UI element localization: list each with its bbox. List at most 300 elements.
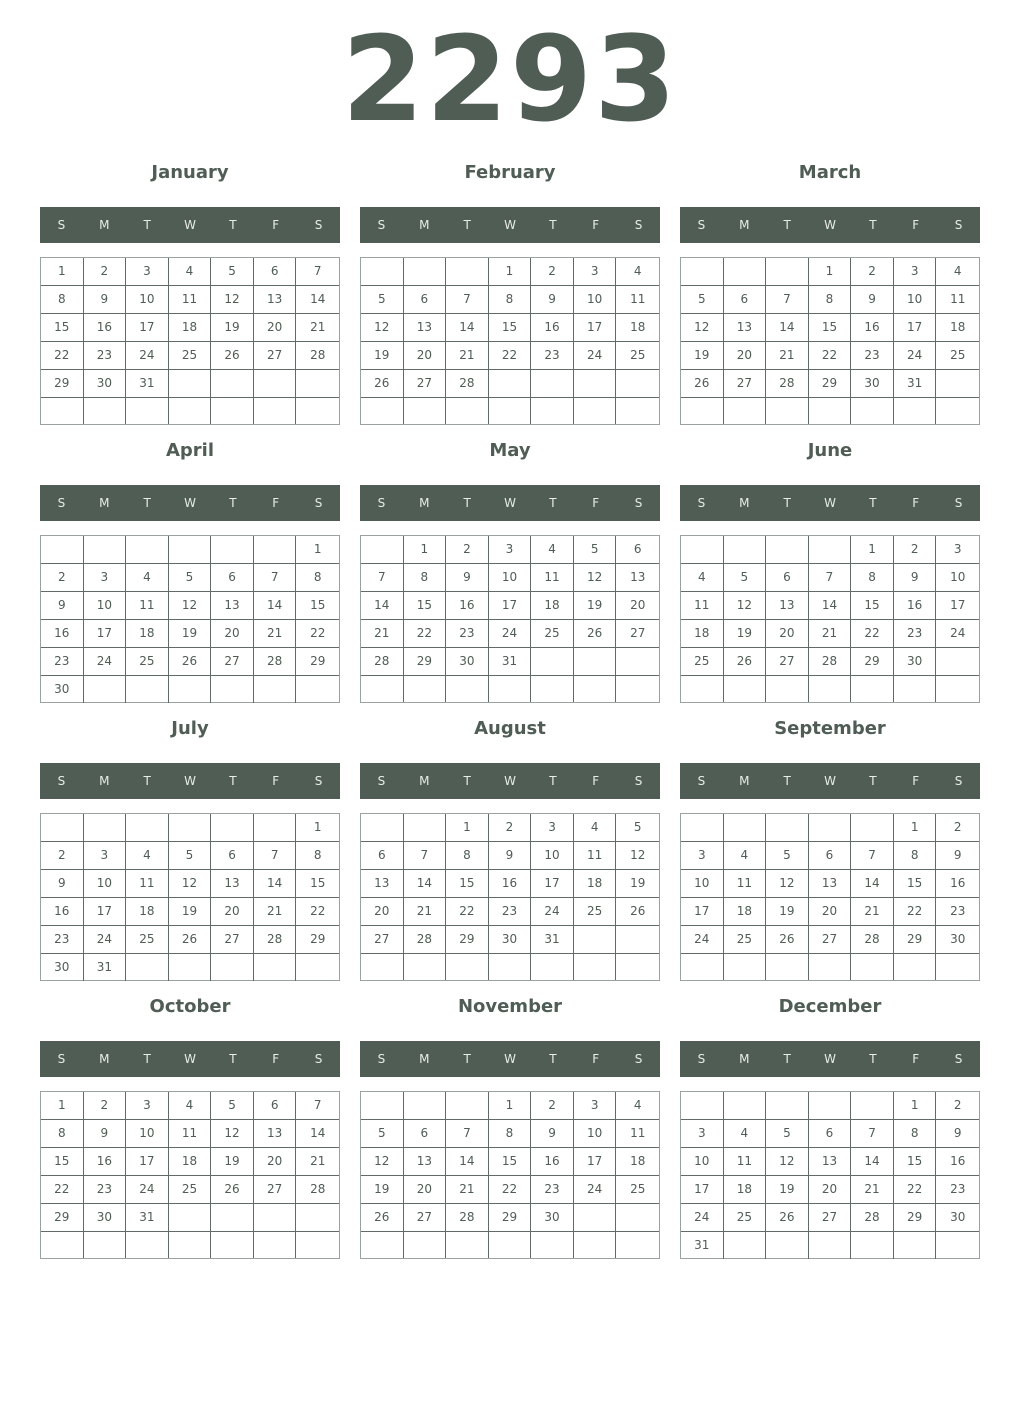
day-cell[interactable]: 16 xyxy=(851,314,894,342)
day-cell[interactable]: 30 xyxy=(531,1204,574,1232)
day-cell[interactable]: 27 xyxy=(404,1204,447,1232)
day-cell[interactable]: 15 xyxy=(446,870,489,898)
day-cell[interactable]: 3 xyxy=(936,536,979,564)
day-cell[interactable]: 29 xyxy=(41,1204,84,1232)
day-cell[interactable]: 24 xyxy=(936,620,979,648)
day-cell[interactable]: 14 xyxy=(851,870,894,898)
day-cell[interactable]: 20 xyxy=(404,342,447,370)
day-cell[interactable]: 4 xyxy=(126,842,169,870)
day-cell[interactable]: 31 xyxy=(489,648,532,676)
day-cell[interactable]: 19 xyxy=(211,314,254,342)
day-cell[interactable]: 18 xyxy=(169,314,212,342)
day-cell[interactable]: 28 xyxy=(361,648,404,676)
day-cell[interactable]: 2 xyxy=(84,258,127,286)
day-cell[interactable]: 22 xyxy=(894,1176,937,1204)
day-cell[interactable]: 8 xyxy=(851,564,894,592)
day-cell[interactable]: 19 xyxy=(766,898,809,926)
day-cell[interactable]: 18 xyxy=(681,620,724,648)
day-cell[interactable]: 22 xyxy=(41,1176,84,1204)
day-cell[interactable]: 7 xyxy=(809,564,852,592)
day-cell[interactable]: 2 xyxy=(489,814,532,842)
day-cell[interactable]: 29 xyxy=(851,648,894,676)
day-cell[interactable]: 18 xyxy=(574,870,617,898)
day-cell[interactable]: 31 xyxy=(126,1204,169,1232)
day-cell[interactable]: 9 xyxy=(446,564,489,592)
day-cell[interactable]: 29 xyxy=(809,370,852,398)
day-cell[interactable]: 16 xyxy=(84,314,127,342)
day-cell[interactable]: 21 xyxy=(254,620,297,648)
day-cell[interactable]: 28 xyxy=(254,648,297,676)
day-cell[interactable]: 3 xyxy=(574,258,617,286)
day-cell[interactable]: 11 xyxy=(126,870,169,898)
day-cell[interactable]: 6 xyxy=(809,1120,852,1148)
day-cell[interactable]: 13 xyxy=(254,1120,297,1148)
day-cell[interactable]: 30 xyxy=(936,926,979,954)
day-cell[interactable]: 6 xyxy=(211,564,254,592)
day-cell[interactable]: 23 xyxy=(894,620,937,648)
day-cell[interactable]: 15 xyxy=(296,870,339,898)
day-cell[interactable]: 24 xyxy=(894,342,937,370)
day-cell[interactable]: 25 xyxy=(169,342,212,370)
day-cell[interactable]: 19 xyxy=(361,342,404,370)
day-cell[interactable]: 2 xyxy=(41,564,84,592)
day-cell[interactable]: 19 xyxy=(681,342,724,370)
day-cell[interactable]: 18 xyxy=(169,1148,212,1176)
day-cell[interactable]: 27 xyxy=(254,342,297,370)
day-cell[interactable]: 5 xyxy=(211,1092,254,1120)
day-cell[interactable]: 21 xyxy=(296,314,339,342)
day-cell[interactable]: 12 xyxy=(361,314,404,342)
day-cell[interactable]: 15 xyxy=(809,314,852,342)
day-cell[interactable]: 5 xyxy=(766,1120,809,1148)
day-cell[interactable]: 18 xyxy=(126,620,169,648)
day-cell[interactable]: 24 xyxy=(126,1176,169,1204)
day-cell[interactable]: 17 xyxy=(531,870,574,898)
day-cell[interactable]: 30 xyxy=(84,1204,127,1232)
day-cell[interactable]: 17 xyxy=(681,1176,724,1204)
day-cell[interactable]: 26 xyxy=(766,1204,809,1232)
day-cell[interactable]: 27 xyxy=(361,926,404,954)
day-cell[interactable]: 26 xyxy=(681,370,724,398)
day-cell[interactable]: 15 xyxy=(851,592,894,620)
day-cell[interactable]: 29 xyxy=(489,1204,532,1232)
day-cell[interactable]: 28 xyxy=(809,648,852,676)
day-cell[interactable]: 24 xyxy=(84,926,127,954)
day-cell[interactable]: 7 xyxy=(254,842,297,870)
day-cell[interactable]: 9 xyxy=(41,870,84,898)
day-cell[interactable]: 25 xyxy=(169,1176,212,1204)
day-cell[interactable]: 21 xyxy=(766,342,809,370)
day-cell[interactable]: 16 xyxy=(41,898,84,926)
day-cell[interactable]: 1 xyxy=(809,258,852,286)
day-cell[interactable]: 9 xyxy=(41,592,84,620)
day-cell[interactable]: 7 xyxy=(404,842,447,870)
day-cell[interactable]: 16 xyxy=(936,1148,979,1176)
day-cell[interactable]: 14 xyxy=(446,314,489,342)
day-cell[interactable]: 28 xyxy=(296,342,339,370)
day-cell[interactable]: 6 xyxy=(254,258,297,286)
day-cell[interactable]: 12 xyxy=(361,1148,404,1176)
day-cell[interactable]: 12 xyxy=(766,1148,809,1176)
day-cell[interactable]: 20 xyxy=(254,314,297,342)
day-cell[interactable]: 26 xyxy=(766,926,809,954)
day-cell[interactable]: 28 xyxy=(851,1204,894,1232)
day-cell[interactable]: 12 xyxy=(169,592,212,620)
day-cell[interactable]: 28 xyxy=(296,1176,339,1204)
day-cell[interactable]: 22 xyxy=(296,620,339,648)
day-cell[interactable]: 26 xyxy=(361,1204,404,1232)
day-cell[interactable]: 17 xyxy=(574,1148,617,1176)
day-cell[interactable]: 5 xyxy=(361,286,404,314)
day-cell[interactable]: 21 xyxy=(809,620,852,648)
day-cell[interactable]: 10 xyxy=(84,870,127,898)
day-cell[interactable]: 22 xyxy=(851,620,894,648)
day-cell[interactable]: 5 xyxy=(724,564,767,592)
day-cell[interactable]: 29 xyxy=(296,926,339,954)
day-cell[interactable]: 8 xyxy=(894,1120,937,1148)
day-cell[interactable]: 21 xyxy=(361,620,404,648)
day-cell[interactable]: 2 xyxy=(531,258,574,286)
day-cell[interactable]: 18 xyxy=(724,1176,767,1204)
day-cell[interactable]: 21 xyxy=(851,898,894,926)
day-cell[interactable]: 16 xyxy=(489,870,532,898)
day-cell[interactable]: 28 xyxy=(446,1204,489,1232)
day-cell[interactable]: 6 xyxy=(616,536,659,564)
day-cell[interactable]: 31 xyxy=(531,926,574,954)
day-cell[interactable]: 10 xyxy=(126,286,169,314)
day-cell[interactable]: 19 xyxy=(169,898,212,926)
day-cell[interactable]: 30 xyxy=(41,676,84,703)
day-cell[interactable]: 1 xyxy=(894,814,937,842)
day-cell[interactable]: 14 xyxy=(296,286,339,314)
day-cell[interactable]: 11 xyxy=(574,842,617,870)
day-cell[interactable]: 12 xyxy=(211,286,254,314)
day-cell[interactable]: 9 xyxy=(531,1120,574,1148)
day-cell[interactable]: 4 xyxy=(531,536,574,564)
day-cell[interactable]: 24 xyxy=(126,342,169,370)
day-cell[interactable]: 15 xyxy=(489,314,532,342)
day-cell[interactable]: 6 xyxy=(809,842,852,870)
day-cell[interactable]: 1 xyxy=(41,258,84,286)
day-cell[interactable]: 17 xyxy=(126,314,169,342)
day-cell[interactable]: 3 xyxy=(84,842,127,870)
day-cell[interactable]: 6 xyxy=(211,842,254,870)
day-cell[interactable]: 11 xyxy=(936,286,979,314)
day-cell[interactable]: 23 xyxy=(936,1176,979,1204)
day-cell[interactable]: 29 xyxy=(894,1204,937,1232)
day-cell[interactable]: 21 xyxy=(446,342,489,370)
day-cell[interactable]: 10 xyxy=(84,592,127,620)
day-cell[interactable]: 20 xyxy=(724,342,767,370)
day-cell[interactable]: 11 xyxy=(724,1148,767,1176)
day-cell[interactable]: 17 xyxy=(574,314,617,342)
day-cell[interactable]: 19 xyxy=(361,1176,404,1204)
day-cell[interactable]: 1 xyxy=(296,536,339,564)
day-cell[interactable]: 23 xyxy=(936,898,979,926)
day-cell[interactable]: 26 xyxy=(724,648,767,676)
day-cell[interactable]: 7 xyxy=(361,564,404,592)
day-cell[interactable]: 10 xyxy=(574,286,617,314)
day-cell[interactable]: 7 xyxy=(254,564,297,592)
day-cell[interactable]: 18 xyxy=(616,1148,659,1176)
day-cell[interactable]: 21 xyxy=(296,1148,339,1176)
day-cell[interactable]: 15 xyxy=(41,1148,84,1176)
day-cell[interactable]: 8 xyxy=(809,286,852,314)
day-cell[interactable]: 25 xyxy=(574,898,617,926)
day-cell[interactable]: 19 xyxy=(616,870,659,898)
day-cell[interactable]: 24 xyxy=(531,898,574,926)
day-cell[interactable]: 2 xyxy=(936,1092,979,1120)
day-cell[interactable]: 11 xyxy=(681,592,724,620)
day-cell[interactable]: 8 xyxy=(489,286,532,314)
day-cell[interactable]: 16 xyxy=(41,620,84,648)
day-cell[interactable]: 10 xyxy=(681,1148,724,1176)
day-cell[interactable]: 4 xyxy=(126,564,169,592)
day-cell[interactable]: 8 xyxy=(404,564,447,592)
day-cell[interactable]: 5 xyxy=(681,286,724,314)
day-cell[interactable]: 14 xyxy=(296,1120,339,1148)
day-cell[interactable]: 13 xyxy=(809,1148,852,1176)
day-cell[interactable]: 22 xyxy=(489,342,532,370)
day-cell[interactable]: 6 xyxy=(254,1092,297,1120)
day-cell[interactable]: 29 xyxy=(296,648,339,676)
day-cell[interactable]: 26 xyxy=(211,342,254,370)
day-cell[interactable]: 13 xyxy=(404,314,447,342)
day-cell[interactable]: 2 xyxy=(936,814,979,842)
day-cell[interactable]: 24 xyxy=(681,926,724,954)
day-cell[interactable]: 11 xyxy=(724,870,767,898)
day-cell[interactable]: 16 xyxy=(894,592,937,620)
day-cell[interactable]: 23 xyxy=(41,926,84,954)
day-cell[interactable]: 9 xyxy=(936,842,979,870)
day-cell[interactable]: 5 xyxy=(574,536,617,564)
day-cell[interactable]: 10 xyxy=(894,286,937,314)
day-cell[interactable]: 19 xyxy=(169,620,212,648)
day-cell[interactable]: 25 xyxy=(616,342,659,370)
day-cell[interactable]: 13 xyxy=(211,870,254,898)
day-cell[interactable]: 15 xyxy=(489,1148,532,1176)
day-cell[interactable]: 20 xyxy=(809,898,852,926)
day-cell[interactable]: 25 xyxy=(936,342,979,370)
day-cell[interactable]: 18 xyxy=(724,898,767,926)
day-cell[interactable]: 15 xyxy=(404,592,447,620)
day-cell[interactable]: 7 xyxy=(446,286,489,314)
day-cell[interactable]: 5 xyxy=(169,842,212,870)
day-cell[interactable]: 25 xyxy=(724,1204,767,1232)
day-cell[interactable]: 20 xyxy=(211,898,254,926)
day-cell[interactable]: 2 xyxy=(446,536,489,564)
day-cell[interactable]: 27 xyxy=(211,648,254,676)
day-cell[interactable]: 27 xyxy=(809,1204,852,1232)
day-cell[interactable]: 22 xyxy=(489,1176,532,1204)
day-cell[interactable]: 12 xyxy=(169,870,212,898)
day-cell[interactable]: 23 xyxy=(851,342,894,370)
day-cell[interactable]: 27 xyxy=(766,648,809,676)
day-cell[interactable]: 25 xyxy=(126,648,169,676)
day-cell[interactable]: 22 xyxy=(41,342,84,370)
day-cell[interactable]: 11 xyxy=(616,286,659,314)
day-cell[interactable]: 30 xyxy=(446,648,489,676)
day-cell[interactable]: 4 xyxy=(724,842,767,870)
day-cell[interactable]: 14 xyxy=(254,592,297,620)
day-cell[interactable]: 11 xyxy=(169,1120,212,1148)
day-cell[interactable]: 7 xyxy=(766,286,809,314)
day-cell[interactable]: 3 xyxy=(126,258,169,286)
day-cell[interactable]: 1 xyxy=(894,1092,937,1120)
day-cell[interactable]: 27 xyxy=(211,926,254,954)
day-cell[interactable]: 13 xyxy=(809,870,852,898)
day-cell[interactable]: 3 xyxy=(126,1092,169,1120)
day-cell[interactable]: 13 xyxy=(404,1148,447,1176)
day-cell[interactable]: 8 xyxy=(41,1120,84,1148)
day-cell[interactable]: 3 xyxy=(84,564,127,592)
day-cell[interactable]: 1 xyxy=(296,814,339,842)
day-cell[interactable]: 27 xyxy=(809,926,852,954)
day-cell[interactable]: 6 xyxy=(404,286,447,314)
day-cell[interactable]: 12 xyxy=(766,870,809,898)
day-cell[interactable]: 20 xyxy=(361,898,404,926)
day-cell[interactable]: 24 xyxy=(574,342,617,370)
day-cell[interactable]: 27 xyxy=(254,1176,297,1204)
day-cell[interactable]: 30 xyxy=(851,370,894,398)
day-cell[interactable]: 20 xyxy=(254,1148,297,1176)
day-cell[interactable]: 14 xyxy=(809,592,852,620)
day-cell[interactable]: 23 xyxy=(41,648,84,676)
day-cell[interactable]: 9 xyxy=(84,1120,127,1148)
day-cell[interactable]: 19 xyxy=(766,1176,809,1204)
day-cell[interactable]: 20 xyxy=(616,592,659,620)
day-cell[interactable]: 28 xyxy=(254,926,297,954)
day-cell[interactable]: 16 xyxy=(446,592,489,620)
day-cell[interactable]: 3 xyxy=(894,258,937,286)
day-cell[interactable]: 5 xyxy=(211,258,254,286)
day-cell[interactable]: 22 xyxy=(404,620,447,648)
day-cell[interactable]: 25 xyxy=(724,926,767,954)
day-cell[interactable]: 17 xyxy=(489,592,532,620)
day-cell[interactable]: 4 xyxy=(616,258,659,286)
day-cell[interactable]: 27 xyxy=(404,370,447,398)
day-cell[interactable]: 26 xyxy=(169,926,212,954)
day-cell[interactable]: 10 xyxy=(126,1120,169,1148)
day-cell[interactable]: 11 xyxy=(531,564,574,592)
day-cell[interactable]: 9 xyxy=(84,286,127,314)
day-cell[interactable]: 13 xyxy=(254,286,297,314)
day-cell[interactable]: 5 xyxy=(169,564,212,592)
day-cell[interactable]: 5 xyxy=(616,814,659,842)
day-cell[interactable]: 21 xyxy=(254,898,297,926)
day-cell[interactable]: 11 xyxy=(126,592,169,620)
day-cell[interactable]: 11 xyxy=(169,286,212,314)
day-cell[interactable]: 15 xyxy=(894,870,937,898)
day-cell[interactable]: 24 xyxy=(489,620,532,648)
day-cell[interactable]: 10 xyxy=(489,564,532,592)
day-cell[interactable]: 31 xyxy=(681,1232,724,1259)
day-cell[interactable]: 16 xyxy=(531,1148,574,1176)
day-cell[interactable]: 26 xyxy=(169,648,212,676)
day-cell[interactable]: 7 xyxy=(851,842,894,870)
day-cell[interactable]: 25 xyxy=(616,1176,659,1204)
day-cell[interactable]: 29 xyxy=(404,648,447,676)
day-cell[interactable]: 10 xyxy=(936,564,979,592)
day-cell[interactable]: 25 xyxy=(681,648,724,676)
day-cell[interactable]: 8 xyxy=(41,286,84,314)
day-cell[interactable]: 14 xyxy=(404,870,447,898)
day-cell[interactable]: 7 xyxy=(296,258,339,286)
day-cell[interactable]: 23 xyxy=(446,620,489,648)
day-cell[interactable]: 30 xyxy=(489,926,532,954)
day-cell[interactable]: 1 xyxy=(446,814,489,842)
day-cell[interactable]: 17 xyxy=(84,898,127,926)
day-cell[interactable]: 5 xyxy=(766,842,809,870)
day-cell[interactable]: 8 xyxy=(296,842,339,870)
day-cell[interactable]: 14 xyxy=(254,870,297,898)
day-cell[interactable]: 18 xyxy=(936,314,979,342)
day-cell[interactable]: 18 xyxy=(531,592,574,620)
day-cell[interactable]: 20 xyxy=(211,620,254,648)
day-cell[interactable]: 19 xyxy=(724,620,767,648)
day-cell[interactable]: 14 xyxy=(851,1148,894,1176)
day-cell[interactable]: 31 xyxy=(894,370,937,398)
day-cell[interactable]: 30 xyxy=(84,370,127,398)
day-cell[interactable]: 3 xyxy=(681,1120,724,1148)
day-cell[interactable]: 29 xyxy=(894,926,937,954)
day-cell[interactable]: 17 xyxy=(84,620,127,648)
day-cell[interactable]: 27 xyxy=(724,370,767,398)
day-cell[interactable]: 28 xyxy=(766,370,809,398)
day-cell[interactable]: 6 xyxy=(361,842,404,870)
day-cell[interactable]: 22 xyxy=(446,898,489,926)
day-cell[interactable]: 4 xyxy=(936,258,979,286)
day-cell[interactable]: 30 xyxy=(894,648,937,676)
day-cell[interactable]: 23 xyxy=(489,898,532,926)
day-cell[interactable]: 1 xyxy=(489,1092,532,1120)
day-cell[interactable]: 1 xyxy=(851,536,894,564)
day-cell[interactable]: 1 xyxy=(404,536,447,564)
day-cell[interactable]: 16 xyxy=(84,1148,127,1176)
day-cell[interactable]: 26 xyxy=(211,1176,254,1204)
day-cell[interactable]: 4 xyxy=(724,1120,767,1148)
day-cell[interactable]: 12 xyxy=(574,564,617,592)
day-cell[interactable]: 24 xyxy=(681,1204,724,1232)
day-cell[interactable]: 14 xyxy=(446,1148,489,1176)
day-cell[interactable]: 5 xyxy=(361,1120,404,1148)
day-cell[interactable]: 13 xyxy=(766,592,809,620)
day-cell[interactable]: 4 xyxy=(169,258,212,286)
day-cell[interactable]: 14 xyxy=(361,592,404,620)
day-cell[interactable]: 23 xyxy=(84,1176,127,1204)
day-cell[interactable]: 18 xyxy=(616,314,659,342)
day-cell[interactable]: 23 xyxy=(531,1176,574,1204)
day-cell[interactable]: 24 xyxy=(84,648,127,676)
day-cell[interactable]: 22 xyxy=(296,898,339,926)
day-cell[interactable]: 3 xyxy=(489,536,532,564)
day-cell[interactable]: 1 xyxy=(489,258,532,286)
day-cell[interactable]: 20 xyxy=(809,1176,852,1204)
day-cell[interactable]: 23 xyxy=(531,342,574,370)
day-cell[interactable]: 29 xyxy=(41,370,84,398)
day-cell[interactable]: 13 xyxy=(361,870,404,898)
day-cell[interactable]: 12 xyxy=(211,1120,254,1148)
day-cell[interactable]: 7 xyxy=(296,1092,339,1120)
day-cell[interactable]: 23 xyxy=(84,342,127,370)
day-cell[interactable]: 31 xyxy=(84,954,127,981)
day-cell[interactable]: 15 xyxy=(41,314,84,342)
day-cell[interactable]: 7 xyxy=(851,1120,894,1148)
day-cell[interactable]: 27 xyxy=(616,620,659,648)
day-cell[interactable]: 15 xyxy=(296,592,339,620)
day-cell[interactable]: 10 xyxy=(531,842,574,870)
day-cell[interactable]: 22 xyxy=(809,342,852,370)
